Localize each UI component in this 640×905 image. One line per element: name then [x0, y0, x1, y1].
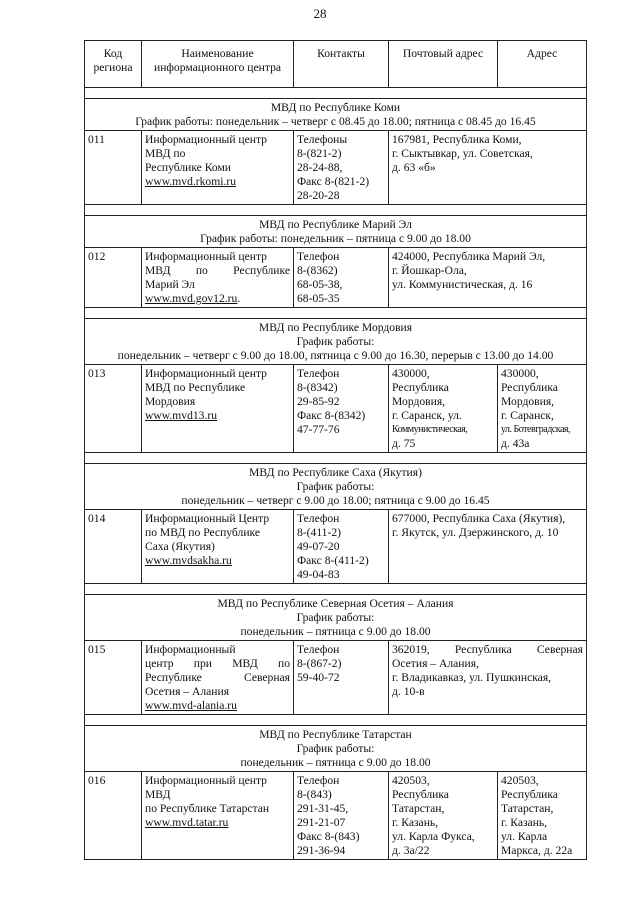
- section-heading-line: График работы:: [296, 480, 375, 493]
- section-heading-line: МВД по Республике Коми: [270, 101, 401, 114]
- section-heading-line: понедельник – пятница с 9.00 до 18.00: [240, 625, 431, 638]
- address-cell: [498, 772, 587, 860]
- contact-line: Телефон: [297, 643, 340, 656]
- spacer-cell: [85, 205, 587, 216]
- page-number: 28: [313, 6, 327, 21]
- name-line: Республике Коми: [145, 161, 231, 174]
- postal-address-line: д. 63 «б»: [392, 161, 436, 174]
- address-line: 420503,: [501, 774, 539, 787]
- postal-address-line: д. 3а/22: [392, 844, 430, 857]
- postal-address-cell: [389, 365, 498, 453]
- address-cell: [498, 365, 587, 453]
- name-line: Информационный центр: [145, 250, 267, 263]
- info-center-name: [142, 365, 294, 453]
- section-heading-line: понедельник – пятница с 9.00 до 18.00: [240, 756, 431, 769]
- section-heading: [85, 595, 587, 641]
- section-heading-line: График работы:: [296, 335, 375, 348]
- postal-address-line: 430000,: [392, 367, 430, 380]
- postal-address-line: Мордовия,: [392, 395, 446, 408]
- region-code: 016: [85, 772, 142, 860]
- region-code: 011: [85, 131, 142, 205]
- address-line: д. 43а: [501, 437, 530, 450]
- postal-address-line: г. Сыктывкар, ул. Советская,: [392, 147, 533, 160]
- name-line: Осетия – Алания: [145, 685, 230, 698]
- region-code: 012: [85, 248, 142, 308]
- contact-line: 28-24-88,: [297, 161, 343, 174]
- postal-address-cell: [389, 131, 587, 205]
- name-line: Республике Северная: [145, 671, 290, 684]
- name-line: Информационный центр: [145, 774, 267, 787]
- contact-line: 28-20-28: [297, 189, 340, 202]
- postal-address-line: 362019, Республика Северная: [392, 643, 583, 656]
- postal-address-line: Коммунистическая,: [392, 424, 468, 435]
- website-link-suffix: .: [237, 292, 241, 305]
- contact-line: Телефон: [297, 512, 340, 525]
- contact-line: 29-85-92: [297, 395, 340, 408]
- contact-line: 49-04-83: [297, 568, 340, 581]
- info-center-name: [142, 641, 294, 715]
- postal-address-line: д. 10-в: [392, 685, 425, 698]
- postal-address-line: г. Казань,: [392, 816, 439, 829]
- address-line: Маркса, д. 22а: [501, 844, 573, 857]
- name-line: МВД: [145, 788, 171, 801]
- contact-line: Телефон: [297, 774, 340, 787]
- info-center-name: [142, 248, 294, 308]
- region-code: 013: [85, 365, 142, 453]
- section-heading-line: понедельник – четверг с 9.00 до 18.00; пятница с 9.00 до 16.45: [181, 494, 490, 507]
- section-heading-line: График работы:: [296, 742, 375, 755]
- contacts-cell: [294, 772, 389, 860]
- contact-line: 68-05-35: [297, 292, 340, 305]
- name-line: по МВД по Республике: [145, 526, 261, 539]
- contact-line: Факс 8-(843): [297, 830, 360, 843]
- region-code: 015: [85, 641, 142, 715]
- postal-address-line: 420503,: [392, 774, 430, 787]
- section-heading-line: МВД по Республике Марий Эл: [259, 218, 412, 231]
- table-row: [85, 131, 587, 205]
- address-line: ул. Карла: [501, 830, 548, 843]
- contact-line: 291-31-45,: [297, 802, 349, 815]
- address-line: г. Казань,: [501, 816, 548, 829]
- postal-address-cell: [389, 510, 587, 584]
- website-link[interactable]: www.mvd.rkomi.ru: [145, 175, 237, 188]
- section-heading-line: МВД по Республике Мордовия: [258, 321, 413, 334]
- section-heading-row: [85, 464, 587, 510]
- table-row: [85, 641, 587, 715]
- section-heading-line: понедельник – четверг с 9.00 до 18.00, пятница с 9.00 до 16.30, перерыв с 13.00 до 14.00: [117, 349, 554, 362]
- contact-line: 49-07-20: [297, 540, 340, 553]
- spacer-row: [85, 584, 587, 595]
- spacer-row: [85, 88, 587, 99]
- section-heading: [85, 99, 587, 131]
- postal-address-line: 424000, Республика Марий Эл,: [392, 250, 546, 263]
- postal-address-line: д. 75: [392, 437, 416, 450]
- spacer-cell: [85, 584, 587, 595]
- name-line: Информационный центр: [145, 133, 267, 146]
- contact-line: Факс 8-(8342): [297, 409, 366, 422]
- header-code: Код региона: [85, 41, 142, 88]
- address-line: Республика: [501, 381, 558, 394]
- postal-address-line: 167981, Республика Коми,: [392, 133, 522, 146]
- postal-address-line: г. Йошкар-Ола,: [392, 264, 467, 277]
- contact-line: 8-(867-2): [297, 657, 342, 670]
- table-header-row: [85, 41, 587, 88]
- website-line: [145, 175, 290, 189]
- website-line: [145, 699, 290, 713]
- section-heading: [85, 464, 587, 510]
- spacer-cell: [85, 88, 587, 99]
- section-heading-row: [85, 595, 587, 641]
- spacer-row: [85, 205, 587, 216]
- postal-address-line: г. Якутск, ул. Дзержинского, д. 10: [392, 526, 559, 539]
- name-line: МВД по Республике: [145, 381, 246, 394]
- contact-line: Телефон: [297, 250, 340, 263]
- website-line: [145, 816, 290, 830]
- name-line: Информационный центр: [145, 367, 267, 380]
- name-line: Марий Эл: [145, 278, 195, 291]
- website-line: [145, 554, 290, 568]
- website-link[interactable]: www.mvd.gov12.ru: [145, 292, 238, 305]
- spacer-cell: [85, 453, 587, 464]
- contact-line: 59-40-72: [297, 671, 340, 684]
- postal-address-line: Татарстан,: [392, 802, 445, 815]
- spacer-row: [85, 715, 587, 726]
- contact-line: 8-(8362): [297, 264, 338, 277]
- section-heading-line: График работы: понедельник – четверг с 08.45 до 18.00; пятница с 08.45 до 16.45: [135, 115, 536, 128]
- contact-line: 8-(843): [297, 788, 332, 801]
- info-center-name: [142, 772, 294, 860]
- contact-line: 47-77-76: [297, 423, 340, 436]
- postal-address-line: ул. Карла Фукса,: [392, 830, 475, 843]
- contact-line: 8-(8342): [297, 381, 338, 394]
- contacts-cell: [294, 365, 389, 453]
- name-line: МВД по: [145, 147, 186, 160]
- info-center-name: [142, 131, 294, 205]
- contact-line: 8-(411-2): [297, 526, 341, 539]
- website-link[interactable]: www.mvd13.ru: [145, 409, 218, 422]
- contact-line: 68-05-38,: [297, 278, 343, 291]
- info-center-name: [142, 510, 294, 584]
- address-line: Татарстан,: [501, 802, 554, 815]
- section-heading-row: [85, 319, 587, 365]
- website-link[interactable]: www.mvd-alania.ru: [145, 699, 237, 712]
- spacer-cell: [85, 308, 587, 319]
- website-link[interactable]: www.mvd.tatar.ru: [145, 816, 229, 829]
- name-line: Информационный: [145, 643, 236, 656]
- section-heading-line: График работы:: [296, 611, 375, 624]
- contact-line: 291-36-94: [297, 844, 346, 857]
- postal-address-line: 677000, Республика Саха (Якутия),: [392, 512, 566, 525]
- website-link[interactable]: www.mvdsakha.ru: [145, 554, 232, 567]
- table-row: [85, 365, 587, 453]
- header-name: Наименование информационного центра: [142, 41, 294, 88]
- info-centers-table: [84, 40, 587, 860]
- contacts-cell: [294, 248, 389, 308]
- name-line: по Республике Татарстан: [145, 802, 270, 815]
- section-heading-row: [85, 216, 587, 248]
- section-heading-line: МВД по Республике Северная Осетия – Алания: [217, 597, 454, 610]
- postal-address-line: Республика: [392, 788, 449, 801]
- header-postal-address: Почтовый адрес: [389, 41, 498, 88]
- name-line: Мордовия: [145, 395, 196, 408]
- header-contacts: Контакты: [294, 41, 389, 88]
- postal-address-line: г. Владикавказ, ул. Пушкинская,: [392, 671, 552, 684]
- contacts-cell: [294, 641, 389, 715]
- contacts-cell: [294, 510, 389, 584]
- contact-line: Телефоны: [297, 133, 348, 146]
- address-line: 430000,: [501, 367, 539, 380]
- address-line: ул. Ботевградская,: [501, 424, 571, 435]
- name-line: МВД по Республике: [145, 264, 290, 277]
- contacts-cell: [294, 131, 389, 205]
- postal-address-cell: [389, 248, 587, 308]
- contact-line: Факс 8-(411-2): [297, 554, 369, 567]
- section-heading-line: График работы: понедельник – пятница с 9.00 до 18.00: [200, 232, 471, 245]
- postal-address-line: Республика: [392, 381, 449, 394]
- postal-address-line: ул. Коммунистическая, д. 16: [392, 278, 533, 291]
- header-address: Адрес: [498, 41, 587, 88]
- address-line: г. Саранск,: [501, 409, 554, 422]
- postal-address-cell: [389, 641, 587, 715]
- section-heading-row: [85, 726, 587, 772]
- website-line: [145, 409, 290, 423]
- section-heading-line: МВД по Республике Татарстан: [259, 728, 412, 741]
- contact-line: Телефон: [297, 367, 340, 380]
- section-heading: [85, 216, 587, 248]
- name-line: Информационный Центр: [145, 512, 270, 525]
- contact-line: Факс 8-(821-2): [297, 175, 370, 188]
- section-heading-row: [85, 99, 587, 131]
- section-heading-line: МВД по Республике Саха (Якутия): [249, 466, 422, 479]
- website-line: [145, 292, 290, 306]
- table-row: [85, 248, 587, 308]
- section-heading: [85, 319, 587, 365]
- postal-address-line: г. Саранск, ул.: [392, 409, 462, 422]
- address-line: Республика: [501, 788, 558, 801]
- table-row: [85, 772, 587, 860]
- spacer-row: [85, 308, 587, 319]
- table-row: [85, 510, 587, 584]
- contact-line: 291-21-07: [297, 816, 346, 829]
- postal-address-line: Осетия – Алания,: [392, 657, 479, 670]
- name-line: центр при МВД по: [145, 657, 290, 670]
- address-line: Мордовия,: [501, 395, 555, 408]
- spacer-row: [85, 453, 587, 464]
- contact-line: 8-(821-2): [297, 147, 342, 160]
- name-line: Саха (Якутия): [145, 540, 215, 553]
- postal-address-cell: [389, 772, 498, 860]
- spacer-cell: [85, 715, 587, 726]
- region-code: 014: [85, 510, 142, 584]
- section-heading: [85, 726, 587, 772]
